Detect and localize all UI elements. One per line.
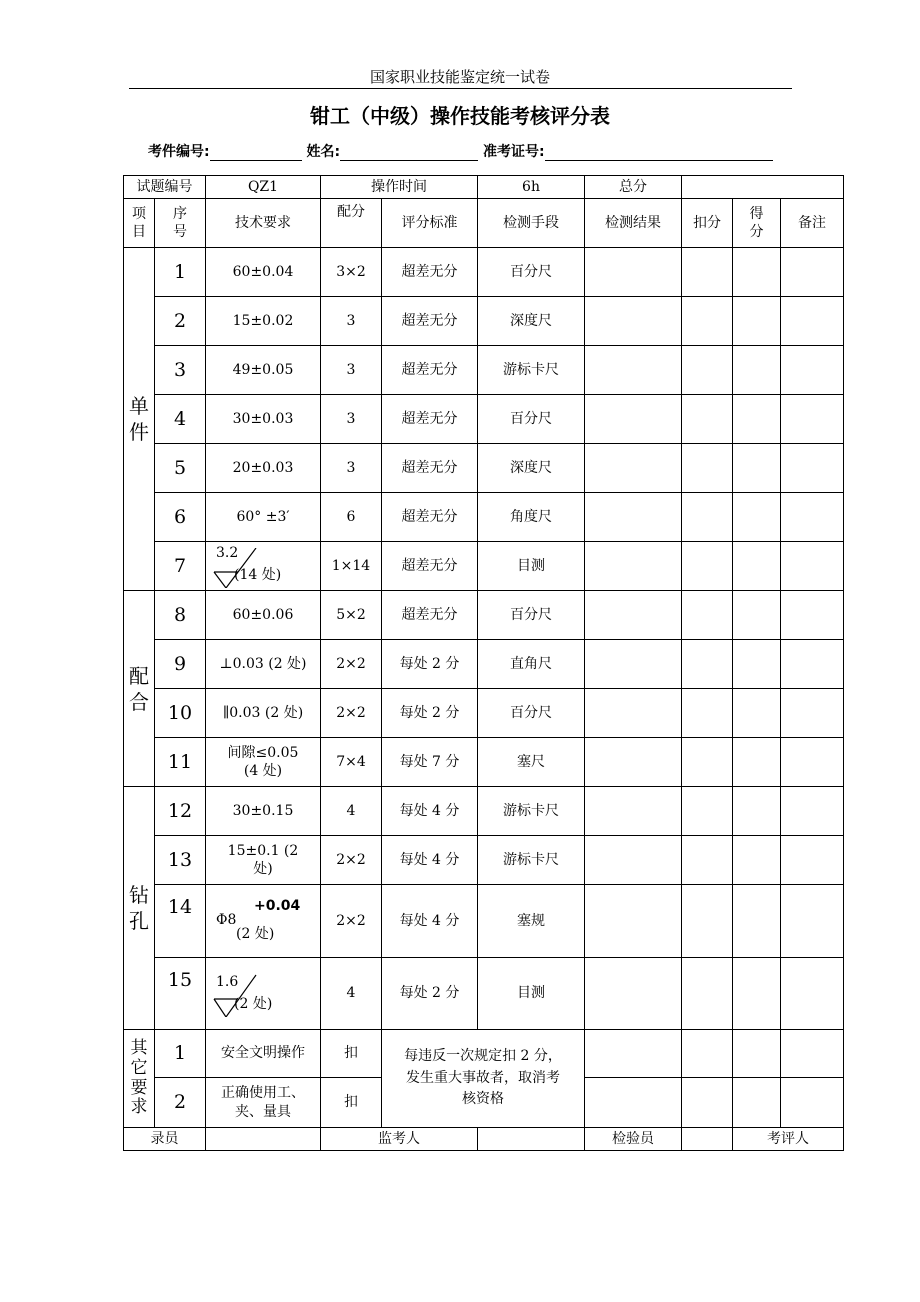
time-label: 操作时间 <box>321 176 478 199</box>
row-tech: ⊥0.03 (2 处) <box>206 640 321 689</box>
row-seq: 3 <box>155 346 206 395</box>
time-value: 6h <box>478 176 585 199</box>
row-seq: 9 <box>155 640 206 689</box>
table-row <box>124 542 844 591</box>
deduct-cell[interactable] <box>682 346 733 395</box>
row-score: 扣 <box>321 1030 382 1078</box>
result-cell[interactable] <box>585 297 682 346</box>
category-single: 单 件 <box>124 248 155 591</box>
roughness-count: (14 处) <box>234 567 282 583</box>
row-tech-roughness <box>206 542 321 591</box>
deduct-cell[interactable] <box>682 248 733 297</box>
row-criteria: 每处 4 分 <box>382 836 478 885</box>
row-tech: 15±0.1 (2 处) <box>206 836 321 885</box>
row-score: 扣 <box>321 1078 382 1128</box>
result-cell[interactable] <box>585 395 682 444</box>
result-cell[interactable] <box>585 1030 682 1078</box>
got-cell[interactable] <box>733 591 781 640</box>
row-score: 2×2 <box>321 885 382 958</box>
table-row <box>124 640 844 689</box>
row-tech: 正确使用工、 夹、量具 <box>206 1078 321 1128</box>
col-method: 检测手段 <box>478 199 585 248</box>
grader-cell <box>733 1128 844 1151</box>
row-seq: 15 <box>155 958 206 1030</box>
table-row <box>124 958 844 1030</box>
other-criteria: 每违反一次规定扣 2 分， 发生重大事故者，取消考 核资格 <box>382 1030 585 1128</box>
remark-cell[interactable] <box>781 1078 844 1128</box>
row-score: 3 <box>321 346 382 395</box>
deduct-cell[interactable] <box>682 1030 733 1078</box>
col-criteria: 评分标准 <box>382 199 478 248</box>
candidate-info-line <box>148 141 773 161</box>
inspector-label: 检验员 <box>585 1128 682 1151</box>
exam-header: 国家职业技能鉴定统一试卷 <box>369 68 550 86</box>
row-method: 目测 <box>478 958 585 1030</box>
row-criteria: 每处 2 分 <box>382 640 478 689</box>
row-criteria: 超差无分 <box>382 444 478 493</box>
row-method: 游标卡尺 <box>478 787 585 836</box>
row-criteria: 每处 4 分 <box>382 787 478 836</box>
row-criteria: 超差无分 <box>382 346 478 395</box>
roughness-count: (2 处) <box>234 995 273 1012</box>
row-tech: 30±0.03 <box>206 395 321 444</box>
row-criteria: 超差无分 <box>382 542 478 591</box>
got-cell[interactable] <box>733 297 781 346</box>
row-method: 塞尺 <box>478 738 585 787</box>
remark-cell[interactable] <box>781 1030 844 1078</box>
row-criteria: 超差无分 <box>382 591 478 640</box>
deduct-cell[interactable] <box>682 689 733 738</box>
row-score: 3×2 <box>321 248 382 297</box>
row-criteria: 超差无分 <box>382 395 478 444</box>
row-method: 目测 <box>478 542 585 591</box>
row-tech: ∥0.03 (2 处) <box>206 689 321 738</box>
deduct-cell[interactable] <box>682 395 733 444</box>
result-cell[interactable] <box>585 1078 682 1128</box>
got-cell[interactable] <box>733 248 781 297</box>
col-seq: 序 号 <box>155 199 206 248</box>
col-result: 检测结果 <box>585 199 682 248</box>
remark-cell[interactable] <box>781 640 844 689</box>
page-title: 钳工（中级）操作技能考核评分表 <box>310 104 610 128</box>
recorder-field[interactable] <box>206 1128 321 1151</box>
category-fit: 配 合 <box>124 591 155 787</box>
signature-row <box>124 1128 844 1151</box>
cert-label: 准考证号: <box>482 144 545 160</box>
remark-cell[interactable] <box>781 738 844 787</box>
deduct-cell[interactable] <box>682 958 733 1030</box>
row-score: 7×4 <box>321 738 382 787</box>
row-method: 百分尺 <box>478 591 585 640</box>
part-no-field[interactable] <box>210 144 302 161</box>
invigilator-field[interactable] <box>478 1128 585 1151</box>
got-cell[interactable] <box>733 1078 781 1128</box>
row-method: 角度尺 <box>478 493 585 542</box>
row-method: 深度尺 <box>478 444 585 493</box>
row-seq: 13 <box>155 836 206 885</box>
row-tech: 60° ±3′ <box>206 493 321 542</box>
row-criteria: 每处 2 分 <box>382 958 478 1030</box>
table-row <box>124 885 844 958</box>
cert-field[interactable] <box>545 144 773 161</box>
row-score: 6 <box>321 493 382 542</box>
row-method: 塞规 <box>478 885 585 958</box>
row-method: 游标卡尺 <box>478 836 585 885</box>
name-label: 姓名: <box>306 144 341 160</box>
remark-cell[interactable] <box>781 542 844 591</box>
column-header-row <box>124 199 844 248</box>
deduct-cell[interactable] <box>682 836 733 885</box>
row-seq: 6 <box>155 493 206 542</box>
row-criteria: 每处 2 分 <box>382 689 478 738</box>
deduct-cell[interactable] <box>682 591 733 640</box>
col-tech: 技术要求 <box>206 199 321 248</box>
row-method: 深度尺 <box>478 297 585 346</box>
got-cell[interactable] <box>733 444 781 493</box>
remark-cell[interactable] <box>781 395 844 444</box>
row-seq: 1 <box>155 1030 206 1078</box>
row-seq: 1 <box>155 248 206 297</box>
row-seq: 7 <box>155 542 206 591</box>
row-score: 2×2 <box>321 836 382 885</box>
got-cell[interactable] <box>733 346 781 395</box>
row-method: 百分尺 <box>478 395 585 444</box>
remark-cell[interactable] <box>781 248 844 297</box>
table-row <box>124 248 844 297</box>
row-score: 3 <box>321 444 382 493</box>
row-seq: 8 <box>155 591 206 640</box>
row-seq: 11 <box>155 738 206 787</box>
row-method: 直角尺 <box>478 640 585 689</box>
name-field[interactable] <box>340 144 478 161</box>
score-table <box>123 175 844 1151</box>
result-cell[interactable] <box>585 346 682 395</box>
remark-cell[interactable] <box>781 297 844 346</box>
diameter-value: Φ8 <box>216 912 237 928</box>
table-row <box>124 444 844 493</box>
roughness-value: 1.6 <box>216 973 239 990</box>
row-method: 百分尺 <box>478 248 585 297</box>
deduct-cell[interactable] <box>682 1078 733 1128</box>
table-row <box>124 738 844 787</box>
remark-cell[interactable] <box>781 787 844 836</box>
inspector-field[interactable] <box>682 1128 733 1151</box>
got-cell[interactable] <box>733 493 781 542</box>
deduct-cell[interactable] <box>682 738 733 787</box>
hole-count: (2 处) <box>236 926 275 942</box>
invigilator-label: 监考人 <box>321 1128 478 1151</box>
deduct-cell[interactable] <box>682 444 733 493</box>
got-cell[interactable] <box>733 738 781 787</box>
row-tech: 60±0.04 <box>206 248 321 297</box>
col-remark: 备注 <box>781 199 844 248</box>
row-criteria: 每处 4 分 <box>382 885 478 958</box>
row-seq: 12 <box>155 787 206 836</box>
category-other: 其 它 要 求 <box>124 1030 155 1128</box>
got-cell[interactable] <box>733 395 781 444</box>
table-row <box>124 787 844 836</box>
row-score: 4 <box>321 958 382 1030</box>
remark-cell[interactable] <box>781 493 844 542</box>
col-deduct: 扣分 <box>682 199 733 248</box>
remark-cell[interactable] <box>781 346 844 395</box>
result-cell[interactable] <box>585 248 682 297</box>
row-score: 5×2 <box>321 591 382 640</box>
row-tech-roughness <box>206 958 321 1030</box>
table-row <box>124 836 844 885</box>
row-score: 2×2 <box>321 640 382 689</box>
result-cell[interactable] <box>585 885 682 958</box>
table-row <box>124 591 844 640</box>
row-tech: 15±0.02 <box>206 297 321 346</box>
result-cell[interactable] <box>585 958 682 1030</box>
row-method: 百分尺 <box>478 689 585 738</box>
row-criteria: 每处 7 分 <box>382 738 478 787</box>
col-got: 得 分 <box>733 199 781 248</box>
remark-cell[interactable] <box>781 444 844 493</box>
deduct-cell[interactable] <box>682 297 733 346</box>
row-tech: 20±0.03 <box>206 444 321 493</box>
result-cell[interactable] <box>585 787 682 836</box>
header-rule <box>129 88 792 89</box>
result-cell[interactable] <box>585 542 682 591</box>
deduct-cell[interactable] <box>682 787 733 836</box>
row-tech: 30±0.15 <box>206 787 321 836</box>
got-cell[interactable] <box>733 787 781 836</box>
row-score: 2×2 <box>321 689 382 738</box>
deduct-cell[interactable] <box>682 542 733 591</box>
table-row <box>124 689 844 738</box>
row-tech: 49±0.05 <box>206 346 321 395</box>
remark-cell[interactable] <box>781 591 844 640</box>
got-cell[interactable] <box>733 1030 781 1078</box>
deduct-cell[interactable] <box>682 493 733 542</box>
got-cell[interactable] <box>733 542 781 591</box>
result-cell[interactable] <box>585 493 682 542</box>
table-row <box>124 297 844 346</box>
row-tech: 间隙≤0.05 (4 处) <box>206 738 321 787</box>
roughness-value: 3.2 <box>216 545 239 561</box>
result-cell[interactable] <box>585 738 682 787</box>
part-no-label: 考件编号: <box>148 144 210 160</box>
top-info-row <box>124 176 844 199</box>
table-row <box>124 1030 844 1078</box>
table-row <box>124 493 844 542</box>
remark-cell[interactable] <box>781 836 844 885</box>
result-cell[interactable] <box>585 836 682 885</box>
tolerance-value: +0.04 <box>254 898 301 914</box>
total-value[interactable] <box>682 176 844 199</box>
col-score: 配分 <box>321 199 382 248</box>
row-criteria: 超差无分 <box>382 493 478 542</box>
result-cell[interactable] <box>585 689 682 738</box>
table-row <box>124 395 844 444</box>
col-item: 项 目 <box>124 199 155 248</box>
row-tech: 安全文明操作 <box>206 1030 321 1078</box>
row-score: 1×14 <box>321 542 382 591</box>
row-score: 3 <box>321 395 382 444</box>
row-method: 游标卡尺 <box>478 346 585 395</box>
total-label: 总分 <box>585 176 682 199</box>
q-no-value: QZ1 <box>206 176 321 199</box>
result-cell[interactable] <box>585 640 682 689</box>
got-cell[interactable] <box>733 689 781 738</box>
row-seq: 4 <box>155 395 206 444</box>
row-seq: 2 <box>155 297 206 346</box>
row-seq: 2 <box>155 1078 206 1128</box>
grader-label: 考评人 <box>767 1130 809 1147</box>
row-tech-tolerance <box>206 885 321 958</box>
category-drill: 钻 孔 <box>124 787 155 1030</box>
remark-cell[interactable] <box>781 885 844 958</box>
row-seq: 14 <box>155 885 206 958</box>
row-tech: 60±0.06 <box>206 591 321 640</box>
row-criteria: 超差无分 <box>382 248 478 297</box>
got-cell[interactable] <box>733 958 781 1030</box>
recorder-label: 录员 <box>124 1128 206 1151</box>
remark-cell[interactable] <box>781 958 844 1030</box>
remark-cell[interactable] <box>781 689 844 738</box>
row-score: 3 <box>321 297 382 346</box>
row-seq: 10 <box>155 689 206 738</box>
got-cell[interactable] <box>733 885 781 958</box>
result-cell[interactable] <box>585 444 682 493</box>
got-cell[interactable] <box>733 640 781 689</box>
got-cell[interactable] <box>733 836 781 885</box>
deduct-cell[interactable] <box>682 640 733 689</box>
q-no-label: 试题编号 <box>124 176 206 199</box>
row-criteria: 超差无分 <box>382 297 478 346</box>
result-cell[interactable] <box>585 591 682 640</box>
table-row <box>124 346 844 395</box>
deduct-cell[interactable] <box>682 885 733 958</box>
row-seq: 5 <box>155 444 206 493</box>
row-score: 4 <box>321 787 382 836</box>
